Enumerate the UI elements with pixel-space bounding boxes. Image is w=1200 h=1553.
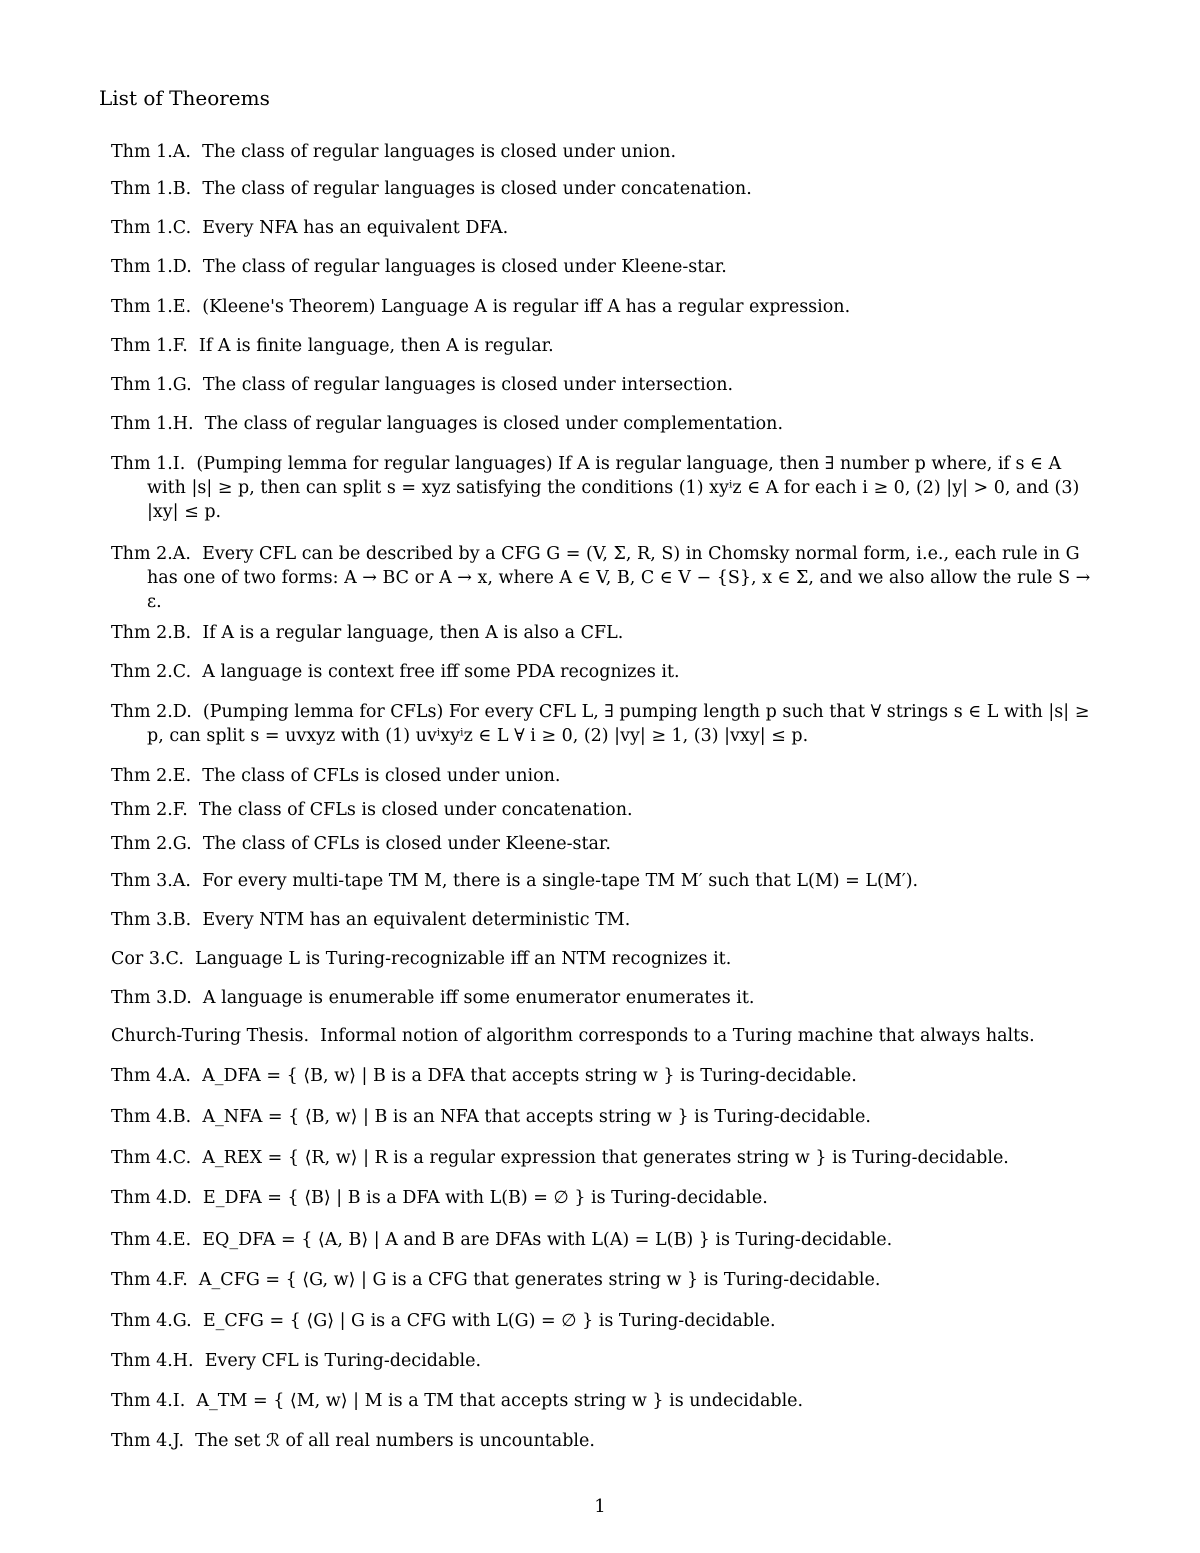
- theorem-item: [111, 832, 1101, 856]
- theorem-item: [111, 1429, 1101, 1453]
- theorem-label: Thm 4.D.: [111, 1188, 192, 1208]
- theorem-item: [111, 1349, 1101, 1373]
- theorem-text: A language is context free iff some PDA recognizes it.: [202, 662, 680, 682]
- theorem-label: Thm 3.D.: [111, 988, 192, 1008]
- theorem-item: [111, 1389, 1101, 1413]
- theorem-item: [111, 1186, 1101, 1210]
- theorem-item: [111, 660, 1101, 684]
- theorem-item: [111, 452, 1101, 524]
- theorem-item: [111, 798, 1101, 822]
- page-number: 1: [594, 1496, 606, 1517]
- theorem-label: Thm 2.B.: [111, 623, 192, 643]
- theorem-label: Thm 1.A.: [111, 142, 191, 162]
- theorem-text: Language L is Turing-recognizable iff an NTM recognizes it.: [195, 949, 732, 969]
- theorem-label: Thm 2.G.: [111, 834, 192, 854]
- theorem-text: Every NFA has an equivalent DFA.: [202, 218, 509, 238]
- theorem-item: [111, 373, 1101, 397]
- theorem-text: Every NTM has an equivalent deterministic TM.: [202, 910, 631, 930]
- theorem-label: Thm 4.E.: [111, 1230, 192, 1250]
- theorem-label: Thm 4.B.: [111, 1107, 192, 1127]
- theorem-text: A_REX = { ⟨R, w⟩ | R is a regular expression that generates string w } is Turing-decidable.: [202, 1148, 1009, 1168]
- theorem-label: Thm 3.B.: [111, 910, 192, 930]
- theorem-item: [111, 621, 1101, 645]
- theorem-label: Thm 3.A.: [111, 871, 191, 891]
- theorem-label: Thm 2.A.: [111, 544, 191, 564]
- theorem-text: The class of CFLs is closed under union.: [202, 766, 561, 786]
- theorem-item: [111, 216, 1101, 240]
- theorem-label: Thm 2.C.: [111, 662, 192, 682]
- theorem-item: [111, 1146, 1101, 1170]
- theorem-item: [111, 1228, 1101, 1252]
- theorem-label: Thm 1.G.: [111, 375, 192, 395]
- theorem-text: (Pumping lemma for CFLs) For every CFL L, ∃ pumping length p such that ∀ strings s ∈ L with |s| ≥ p, can split s = uvxyz with (1) uvⁱxyⁱz ∈ L ∀ i ≥ 0, (2) |vy| ≥ 1, (3) |vxy| ≤ p.: [147, 702, 1090, 746]
- theorem-text: The class of regular languages is closed under concatenation.: [202, 179, 752, 199]
- theorem-item: [111, 1105, 1101, 1129]
- theorem-text: EQ_DFA = { ⟨A, B⟩ | A and B are DFAs with L(A) = L(B) } is Turing-decidable.: [202, 1230, 893, 1250]
- theorem-item: [111, 1064, 1101, 1088]
- theorem-text: E_CFG = { ⟨G⟩ | G is a CFG with L(G) = ∅ } is Turing-decidable.: [202, 1311, 776, 1331]
- theorem-item: [111, 334, 1101, 358]
- theorem-text: (Pumping lemma for regular languages) If A is regular language, then ∃ number p where, if s ∈ A with |s| ≥ p, then can split s = xyz satisfying the conditions (1) xyⁱz ∈ A for each i ≥ 0, (2) |y| > 0, and (3) |xy| ≤ p.: [147, 454, 1080, 522]
- theorem-text: A_NFA = { ⟨B, w⟩ | B is an NFA that accepts string w } is Turing-decidable.: [202, 1107, 871, 1127]
- theorem-text: A_DFA = { ⟨B, w⟩ | B is a DFA that accepts string w } is Turing-decidable.: [202, 1066, 857, 1086]
- theorem-text: For every multi-tape TM M, there is a single-tape TM M′ such that L(M) = L(M′).: [202, 871, 919, 891]
- theorem-item: [111, 295, 1101, 319]
- theorem-label: Thm 4.F.: [111, 1270, 188, 1290]
- theorem-text: E_DFA = { ⟨B⟩ | B is a DFA with L(B) = ∅ } is Turing-decidable.: [202, 1188, 768, 1208]
- theorem-item: [111, 1024, 1101, 1048]
- theorem-item: [111, 986, 1101, 1010]
- theorem-label: Thm 1.C.: [111, 218, 192, 238]
- theorem-item: [111, 177, 1101, 201]
- theorem-text: If A is a regular language, then A is also a CFL.: [202, 623, 624, 643]
- theorem-item: [111, 700, 1101, 748]
- page-heading: List of Theorems: [99, 86, 270, 110]
- theorem-label: Thm 1.B.: [111, 179, 192, 199]
- theorem-text: If A is finite language, then A is regular.: [198, 336, 554, 356]
- theorem-item: [111, 412, 1101, 436]
- theorem-item: [111, 764, 1101, 788]
- theorem-label: Thm 2.E.: [111, 766, 192, 786]
- theorem-label: Thm 4.C.: [111, 1148, 192, 1168]
- theorem-item: [111, 869, 1101, 893]
- theorem-label: Cor 3.C.: [111, 949, 184, 969]
- theorem-text: The class of regular languages is closed under intersection.: [202, 375, 734, 395]
- theorem-item: [111, 1309, 1101, 1333]
- theorem-label: Thm 4.H.: [111, 1351, 194, 1371]
- theorem-label: Thm 2.F.: [111, 800, 188, 820]
- theorem-text: The set ℛ of all real numbers is uncountable.: [195, 1431, 595, 1451]
- theorem-item: [111, 542, 1101, 614]
- theorem-text: Every CFL can be described by a CFG G = (V, Σ, R, S) in Chomsky normal form, i.e., each rule in G has one of two forms: A → BC or A → x, where A ∈ V, B, C ∈ V − {S}, x ∈ Σ, and we also allow the rule S → ε.: [147, 544, 1091, 612]
- theorem-item: [111, 140, 1101, 164]
- theorem-label: Thm 1.F.: [111, 336, 188, 356]
- theorem-label: Thm 1.H.: [111, 414, 194, 434]
- theorem-text: Every CFL is Turing-decidable.: [204, 1351, 482, 1371]
- theorem-label: Thm 4.I.: [111, 1391, 186, 1411]
- theorem-label: Thm 1.E.: [111, 297, 192, 317]
- theorem-label: Thm 4.A.: [111, 1066, 191, 1086]
- theorem-item: [111, 947, 1101, 971]
- theorem-text: The class of regular languages is closed under complementation.: [204, 414, 784, 434]
- theorem-label: Thm 1.I.: [111, 454, 186, 474]
- theorem-text: The class of CFLs is closed under Kleene-star.: [202, 834, 611, 854]
- theorem-label: Thm 4.G.: [111, 1311, 192, 1331]
- theorem-label: Thm 4.J.: [111, 1431, 185, 1451]
- theorem-text: Informal notion of algorithm corresponds to a Turing machine that always halts.: [320, 1026, 1035, 1046]
- theorem-text: A language is enumerable iff some enumerator enumerates it.: [202, 988, 755, 1008]
- theorem-label: Thm 2.D.: [111, 702, 192, 722]
- theorem-text: The class of regular languages is closed under union.: [202, 142, 677, 162]
- theorem-label: Thm 1.D.: [111, 257, 192, 277]
- theorem-text: A_TM = { ⟨M, w⟩ | M is a TM that accepts string w } is undecidable.: [196, 1391, 804, 1411]
- theorem-text: A_CFG = { ⟨G, w⟩ | G is a CFG that generates string w } is Turing-decidable.: [198, 1270, 881, 1290]
- theorem-item: [111, 255, 1101, 279]
- theorem-text: (Kleene's Theorem) Language A is regular iff A has a regular expression.: [202, 297, 851, 317]
- theorem-item: [111, 908, 1101, 932]
- theorem-item: [111, 1268, 1101, 1292]
- theorem-text: The class of regular languages is closed under Kleene-star.: [202, 257, 727, 277]
- theorem-label: Church-Turing Thesis.: [111, 1026, 310, 1046]
- theorem-text: The class of CFLs is closed under concatenation.: [198, 800, 633, 820]
